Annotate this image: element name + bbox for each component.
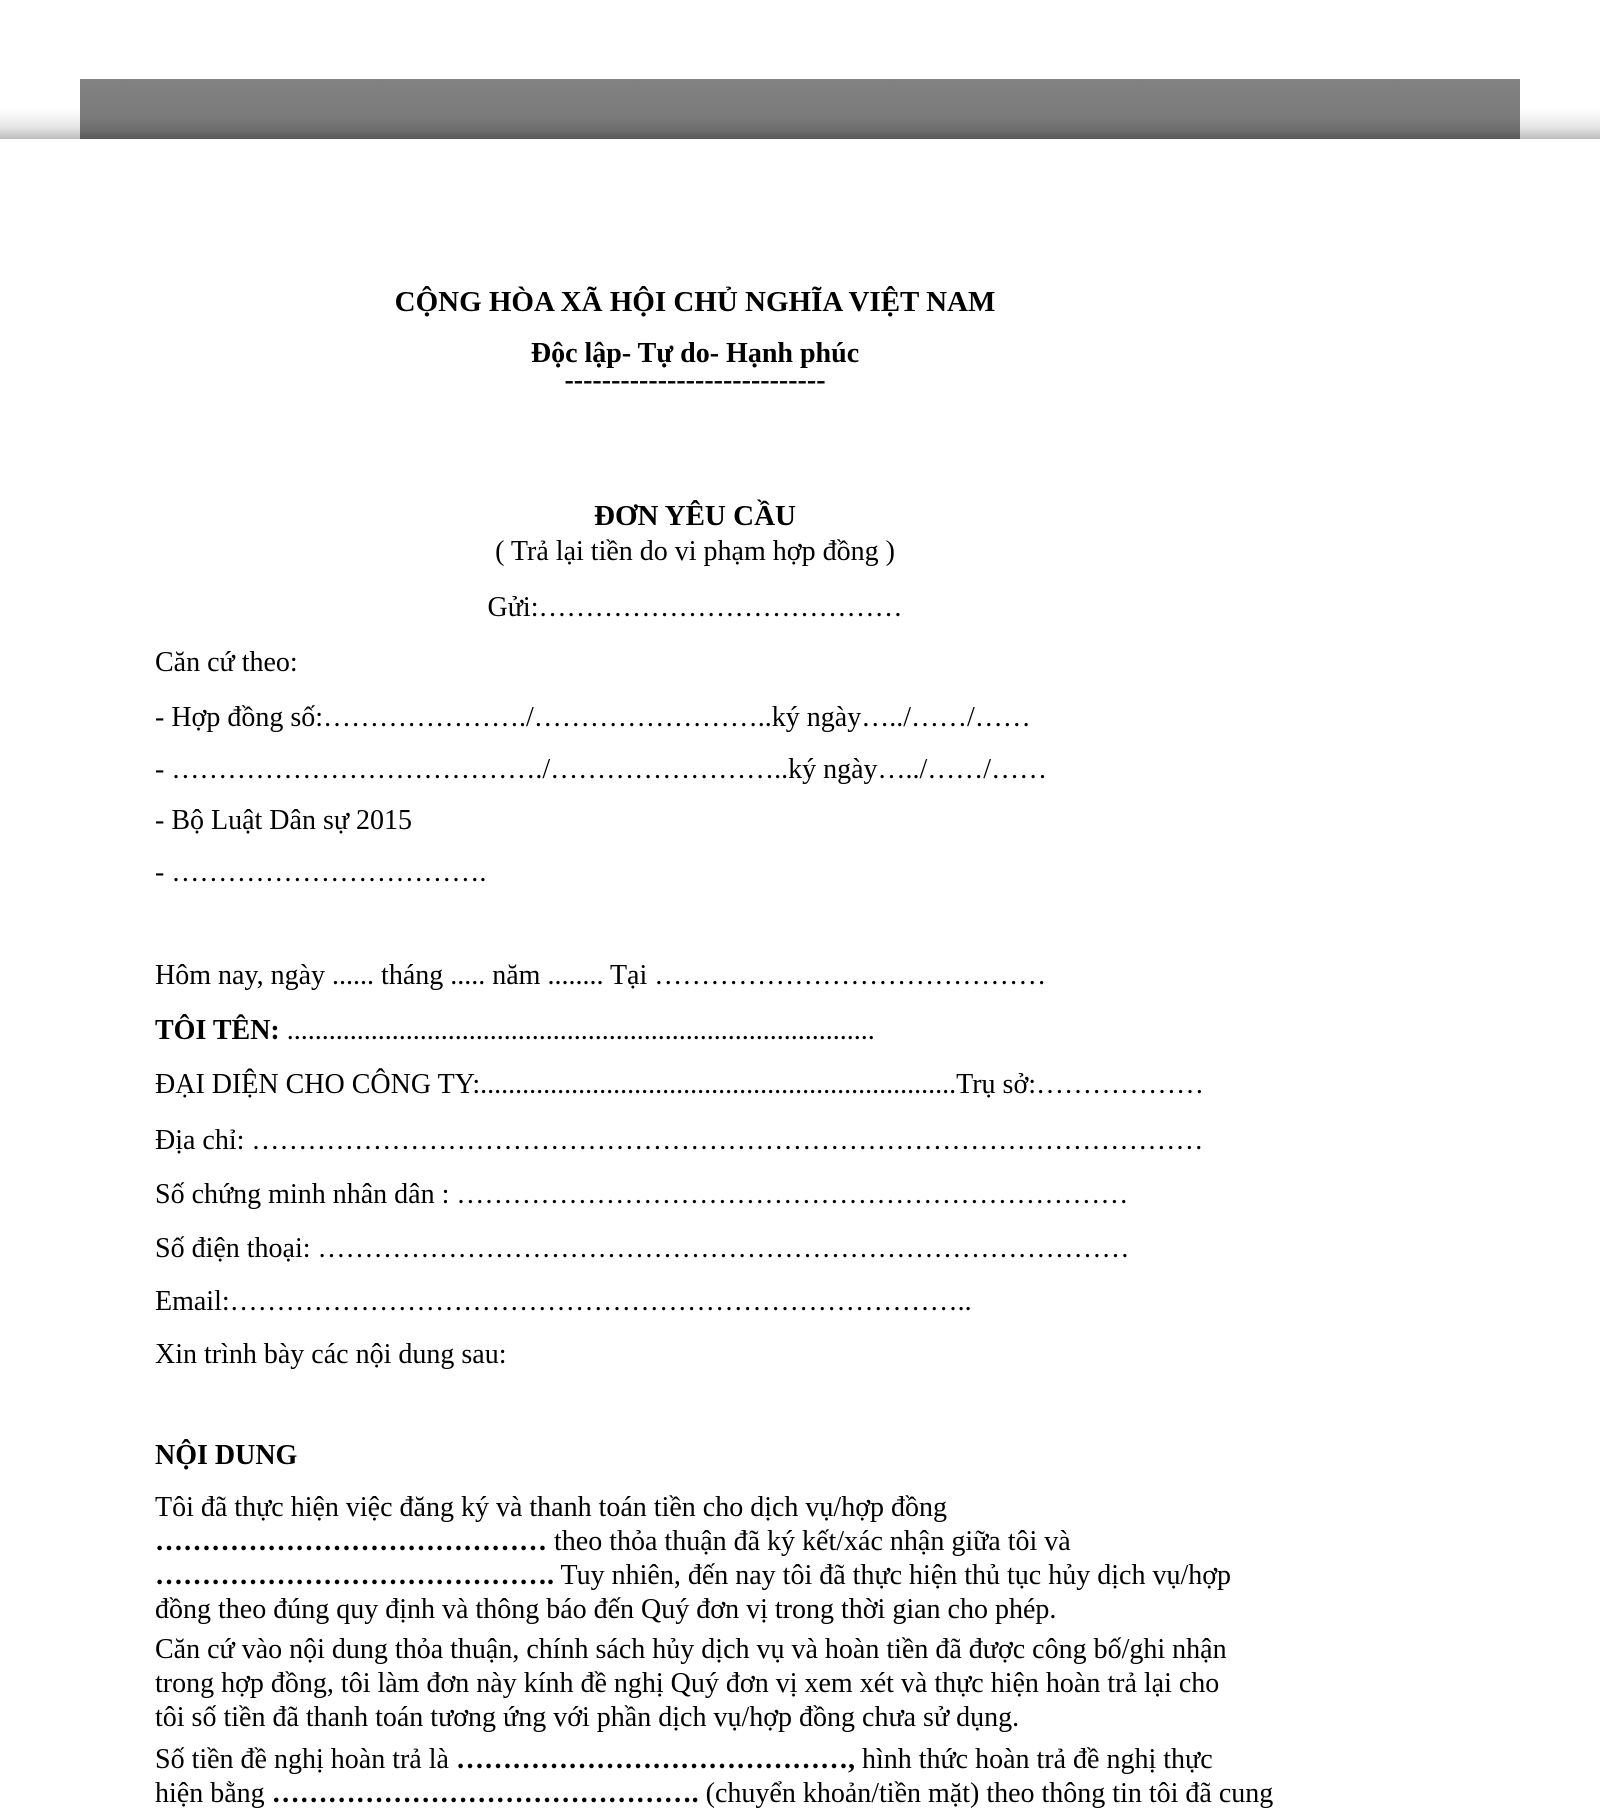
- dotted-blank: ……………………………………,: [455, 1744, 855, 1775]
- name-line: [155, 1016, 1235, 1046]
- paragraph-line: [155, 1559, 1245, 1593]
- basis-item-blank: - …………………………….: [155, 857, 487, 888]
- text-run: Số tiền đề nghị hoàn trả là: [155, 1744, 456, 1775]
- paragraph-line: [155, 1701, 1245, 1735]
- name-label: TÔI TÊN:: [155, 1015, 280, 1046]
- dotted-blank: ……………………………………: [155, 1526, 547, 1557]
- paragraph-refund-basis: [155, 1633, 1245, 1735]
- text-run: Tôi đã thực hiện việc đăng ký và thanh toán tiền cho dịch vụ/hợp đồng: [155, 1492, 948, 1523]
- content-heading: NỘI DUNG: [155, 1440, 298, 1471]
- national-title: CỘNG HÒA XÃ HỘI CHỦ NGHĨA VIỆT NAM: [394, 286, 996, 318]
- paragraph-line: [155, 1491, 1245, 1525]
- paragraph-line: [155, 1777, 1274, 1811]
- paragraph-line: [155, 1525, 1245, 1559]
- basis-item-civil-code: - Bộ Luật Dân sự 2015: [155, 805, 413, 836]
- paragraph-refund-amount: [155, 1743, 1274, 1811]
- text-run: tôi số tiền đã thanh toán tương ứng với phần dịch vụ/hợp đồng chưa sử dụng.: [155, 1702, 1020, 1733]
- presentation-intro-line: Xin trình bày các nội dung sau:: [155, 1339, 507, 1370]
- form-title: ĐƠN YÊU CẦU: [594, 500, 796, 532]
- email-line: Email:……………………………………………………………………..: [155, 1286, 972, 1317]
- basis-item-blank-contract: - …………………………………./……………………..ký ngày…../……/……: [155, 754, 1048, 785]
- name-blank-dots: ....................................................................................: [279, 1015, 875, 1046]
- text-run: hiện bằng: [155, 1778, 272, 1809]
- paragraph-registration: [155, 1491, 1245, 1627]
- motto-divider: ----------------------------: [564, 365, 826, 396]
- basis-item-contract-number: - Hợp đồng số:…………………./……………………..ký ngày…../……/……: [155, 702, 1031, 733]
- text-run: Tuy nhiên, đến nay tôi đã thực hiện thủ tục hủy dịch vụ/hợp: [554, 1560, 1232, 1591]
- text-run: Căn cứ vào nội dung thỏa thuận, chính sách hủy dịch vụ và hoàn tiền đã được công bố/ghi nhận: [155, 1634, 1227, 1665]
- dotted-blank: …………………………………….: [155, 1560, 554, 1591]
- text-run: (chuyển khoản/tiền mặt) theo thông tin tôi đã cung: [698, 1778, 1274, 1809]
- basis-label: Căn cứ theo:: [155, 647, 298, 678]
- national-motto: Độc lập- Tự do- Hạnh phúc: [530, 338, 860, 369]
- text-run: trong hợp đồng, tôi làm đơn này kính đề nghị Quý đơn vị xem xét và thực hiện hoàn trả lại cho: [155, 1668, 1220, 1699]
- date-place-line: Hôm nay, ngày ...... tháng ..... năm ........ Tại ……………………………………: [155, 960, 1047, 991]
- text-run: đồng theo đúng quy định và thông báo đến Quý đơn vị trong thời gian cho phép.: [155, 1594, 1057, 1625]
- phone-line: Số điện thoại: ……………………………………………………………………………: [155, 1233, 1130, 1264]
- company-line: ĐẠI DIỆN CHO CÔNG TY:....................................................................Trụ sở:………………: [155, 1069, 1205, 1100]
- dotted-blank: ……………………………………….: [271, 1778, 699, 1809]
- form-subtitle: ( Trả lại tiền do vi phạm hợp đồng ): [495, 536, 895, 567]
- text-run: hình thức hoàn trả đề nghị thực: [854, 1744, 1213, 1775]
- text-run: theo thỏa thuận đã ký kết/xác nhận giữa tôi và: [547, 1526, 1071, 1557]
- paragraph-line: [155, 1743, 1245, 1777]
- paragraph-line: [155, 1593, 1245, 1627]
- id-number-line: Số chứng minh nhân dân : ………………………………………………………………: [155, 1179, 1129, 1210]
- paragraph-line: [155, 1667, 1245, 1701]
- recipient-line: Gửi:…………………………………: [487, 592, 903, 623]
- address-line: Địa chỉ: …………………………………………………………………………………………: [155, 1125, 1204, 1156]
- paragraph-line: [155, 1633, 1245, 1667]
